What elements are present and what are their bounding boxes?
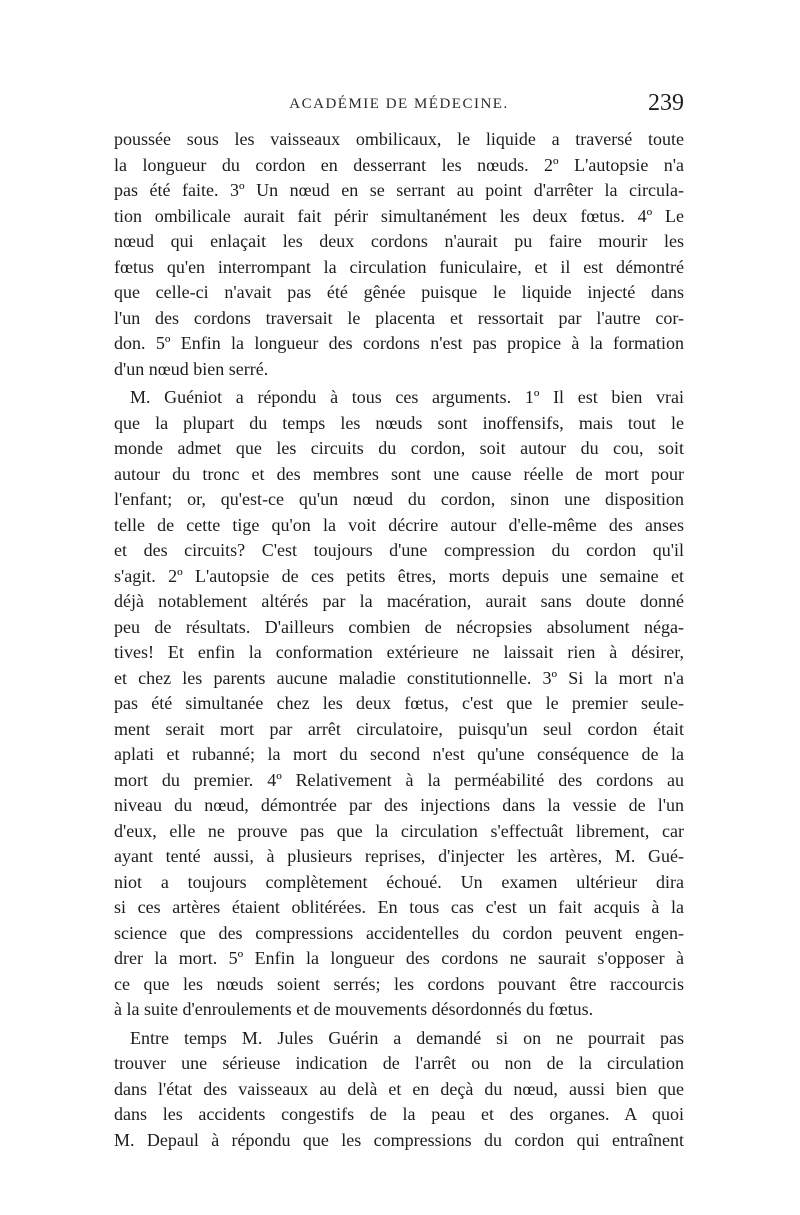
text-line: ment serait mort par arrêt circulatoire, puisqu'un seul cordon était xyxy=(114,718,684,739)
text-line: Entre temps M. Jules Guérin a demandé si on ne pourrait pas xyxy=(130,1027,684,1048)
text-line: niot a toujours complètement échoué. Un examen ultérieur dira xyxy=(114,871,684,892)
text-line: tives! Et enfin la conformation extérieure ne laissait rien à désirer, xyxy=(114,642,684,662)
text-line: drer la mort. 5º Enfin la longueur des cordons ne saurait s'opposer à xyxy=(114,948,684,968)
text-line: l'enfant; or, qu'est-ce qu'un nœud du cordon, sinon une disposition xyxy=(114,489,684,509)
text-line: telle de cette tige qu'on la voit décrire autour d'elle-même des anses xyxy=(114,514,684,535)
text-line: tion ombilicale aurait fait périr simultanément les deux fœtus. 4º Le xyxy=(114,205,684,226)
text-line: à la suite d'enroulements et de mouvements désordonnés du fœtus. xyxy=(114,999,594,1019)
text-line: niveau du nœud, démontrée par des injections dans la vessie de l'un xyxy=(114,795,684,815)
text-line: dans l'état des vaisseaux au delà et en deçà du nœud, aussi bien que xyxy=(114,1078,684,1099)
text-line: don. 5º Enfin la longueur des cordons n'est pas propice à la formation xyxy=(114,333,684,353)
text-line: science que des compressions accidentelles du cordon peuvent engen- xyxy=(114,922,684,943)
text-line: monde admet que les circuits du cordon, soit autour du cou, soit xyxy=(114,438,684,458)
text-line: dans les accidents congestifs de la peau et des organes. A quoi xyxy=(114,1104,684,1124)
text-line: fœtus qu'en interrompant la circulation funiculaire, et il est démontré xyxy=(114,256,684,277)
text-line: et des circuits? C'est toujours d'une compression du cordon qu'il xyxy=(114,540,684,560)
text-line: M. Guéniot a répondu à tous ces arguments. 1º Il est bien vrai xyxy=(130,387,684,407)
text-line: trouver une sérieuse indication de l'arrêt ou non de la circulation xyxy=(114,1053,684,1073)
text-line: nœud qui enlaçait les deux cordons n'aurait pu faire mourir les xyxy=(114,231,684,251)
paragraph xyxy=(114,127,684,382)
text-line: poussée sous les vaisseaux ombilicaux, le liquide a traversé toute xyxy=(114,129,684,149)
text-line: d'eux, elle ne prouve pas que la circulation s'effectuât librement, car xyxy=(114,820,684,841)
text-line: déjà notablement altérés par la macération, aurait sans doute donné xyxy=(114,591,684,611)
text-line: mort du premier. 4º Relativement à la perméabilité des cordons au xyxy=(114,769,684,790)
text-line: si ces artères étaient oblitérées. En tous cas c'est un fait acquis à la xyxy=(114,897,684,917)
text-line: ce que les nœuds soient serrés; les cordons pouvant être raccourcis xyxy=(114,973,684,994)
text-line: ayant tenté aussi, à plusieurs reprises, d'injecter les artères, M. Gué- xyxy=(114,846,684,866)
text-line: d'un nœud bien serré. xyxy=(114,358,269,379)
text-line: M. Depaul à répondu que les compressions du cordon qui entraînent xyxy=(114,1129,684,1150)
text-line: que la plupart du temps les nœuds sont inoffensifs, mais tout le xyxy=(114,412,684,433)
text-line: que celle-ci n'avait pas été gênée puisque le liquide injecté dans xyxy=(114,282,684,302)
running-title: ACADÉMIE DE MÉDECINE. xyxy=(289,96,509,112)
page-number: 239 xyxy=(648,90,684,116)
text-line: pas été faite. 3º Un nœud en se serrant au point d'arrêter la circula- xyxy=(114,180,684,200)
body-text xyxy=(114,127,684,1156)
text-line: peu de résultats. D'ailleurs combien de nécropsies absolument néga- xyxy=(114,616,684,637)
text-line: l'un des cordons traversait le placenta et ressortait par l'autre cor- xyxy=(114,307,684,328)
running-head xyxy=(114,90,684,120)
paragraph xyxy=(114,385,684,1023)
text-line: pas été simultanée chez les deux fœtus, c'est que le premier seule- xyxy=(114,693,684,713)
text-line: autour du tronc et des membres sont une cause réelle de mort pour xyxy=(114,463,684,484)
text-line: aplati et rubanné; la mort du second n'est qu'une conséquence de la xyxy=(114,744,684,764)
text-line: la longueur du cordon en desserrant les nœuds. 2º L'autopsie n'a xyxy=(114,154,684,175)
text-line: s'agit. 2º L'autopsie de ces petits êtres, morts depuis une semaine et xyxy=(114,565,684,586)
paragraph xyxy=(114,1026,684,1154)
text-line: et chez les parents aucune maladie constitutionnelle. 3º Si la mort n'a xyxy=(114,667,684,688)
